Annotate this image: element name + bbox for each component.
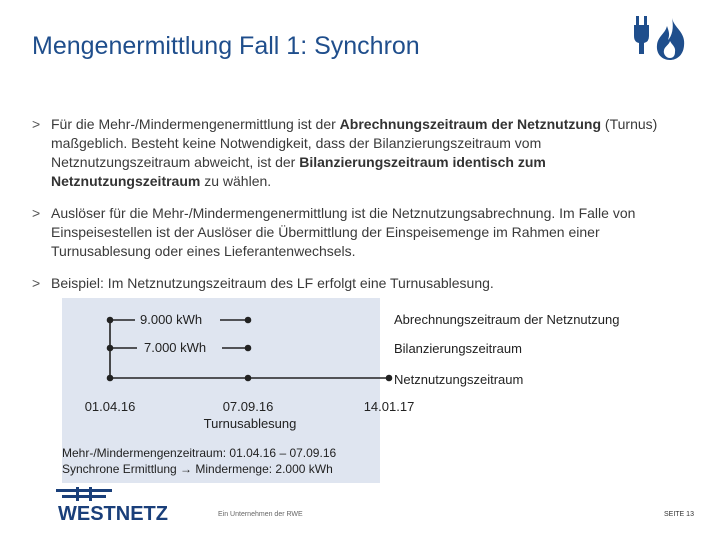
- row1-label: Abrechnungszeitraum der Netznutzung: [394, 312, 620, 327]
- bullet-text: [51, 205, 635, 259]
- plug-icon: [634, 16, 649, 54]
- row2-label: Bilanzierungszeitraum: [394, 341, 522, 356]
- bullet-item: [32, 274, 672, 293]
- bullet-item: [32, 115, 672, 191]
- bold-text: Abrechnungszeitraum der Netznutzung: [339, 116, 602, 132]
- text-run: Auslöser für die Mehr-/Mindermengenermittlung ist die Netznutzungsabrechnung. Im Falle von Einspeisestellen ist der Auslöser die Übermittlung der Einspeisemenge im Rahmen einer Turnusablesung oder eines Lieferantenwechsels.: [51, 205, 636, 259]
- timeline-row3-end-point: [387, 376, 392, 381]
- date-start: 01.04.16: [84, 399, 136, 414]
- row1-value: 9.000 kWh: [140, 312, 203, 327]
- text-run: Für die Mehr-/Mindermengenermittlung ist der: [51, 116, 340, 132]
- date-end: 14.01.17: [363, 399, 415, 414]
- text-run: zu wählen.: [200, 173, 272, 189]
- bullet-list: [32, 115, 672, 306]
- date-mid-sub: Turnusablesung: [203, 416, 297, 431]
- flame-icon: [657, 18, 684, 60]
- logo-icons: [634, 14, 690, 62]
- page-number: SEITE 13: [664, 511, 694, 518]
- row3-label: Netznutzungszeitraum: [394, 372, 524, 387]
- bullet-item: [32, 204, 672, 261]
- summary-line-2: Synchrone Ermittlung → Mindermenge: 2.000 kWh: [62, 462, 333, 476]
- brand-tagline: Ein Unternehmen der RWE: [218, 511, 303, 518]
- page-title: Mengenermittlung Fall 1: Synchron: [32, 32, 420, 60]
- summary-line-1: Mehr-/Mindermengenzeitraum: 01.04.16 – 07.09.16: [62, 446, 337, 460]
- brand-name: WESTNETZ: [58, 503, 168, 524]
- logo-mark: [56, 487, 112, 501]
- bullet-marker: >: [32, 275, 41, 291]
- date-mid: 07.09.16: [222, 399, 274, 414]
- summary-text: [62, 445, 336, 477]
- text-run: Beispiel: Im Netznutzungszeitraum des LF erfolgt eine Turnusablesung.: [51, 275, 494, 291]
- bold-text: Bilanzierungszeitraum identisch zum Netznutzungszeitraum: [51, 154, 546, 189]
- bullet-text: [51, 116, 657, 189]
- bullet-marker: >: [32, 116, 41, 132]
- bullet-marker: >: [32, 205, 41, 221]
- bullet-text: [51, 275, 494, 291]
- text-run: (Turnus) maßgeblich. Besteht keine Notwendigkeit, dass der Bilanzierungszeitraum vom Netznutzungszeitraum abweicht, ist der: [51, 116, 658, 170]
- westnetz-logo: [54, 484, 194, 524]
- row2-value: 7.000 kWh: [144, 340, 207, 355]
